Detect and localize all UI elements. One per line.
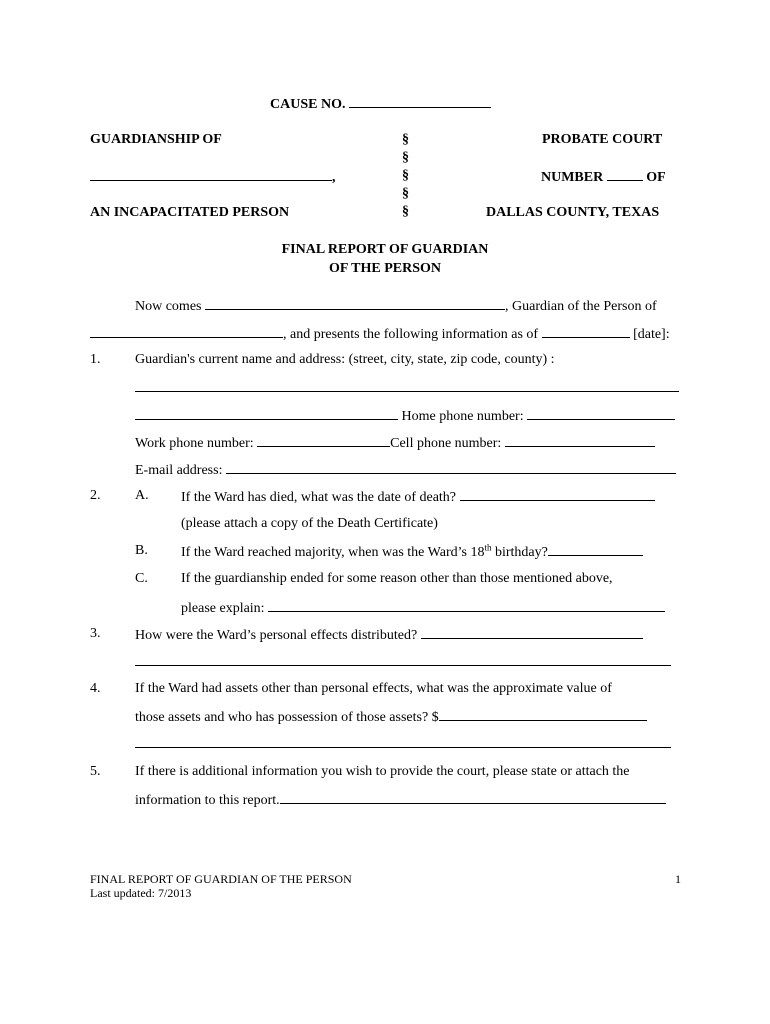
caption-ward-name: , [90,168,336,186]
item-4-text-1: If the Ward had assets other than personal effects, what was the approximate value of [135,681,612,696]
assets-line-2-field[interactable] [135,747,671,748]
item-2a-label: A. [135,488,149,503]
item-2c-explain: please explain: [181,599,665,617]
personal-effects-field[interactable] [421,626,643,639]
footer-title: FINAL REPORT OF GUARDIAN OF THE PERSON [90,872,352,886]
ward-name-intro-field[interactable] [90,325,283,338]
caption-guardianship-of: GUARDIANSHIP OF [90,132,222,147]
cell-phone-field[interactable] [505,434,655,447]
ward-name-field[interactable] [90,168,332,181]
document-title: FINAL REPORT OF GUARDIAN [281,242,489,257]
date-of-death-field[interactable] [460,488,655,501]
home-phone-row: Home phone number: [135,407,675,425]
report-date-field[interactable] [542,325,630,338]
item-2b-label: B. [135,543,148,558]
caption-probate-court: PROBATE COURT [542,132,663,147]
court-number-field[interactable] [607,168,643,181]
item-2-number: 2. [90,488,101,503]
caption-court-number: NUMBER OF [541,170,666,185]
assets-value-field[interactable] [439,708,647,721]
item-1-number: 1. [90,352,101,367]
intro-line-1: Now comes , Guardian of the Person of [135,299,657,314]
item-2a-text: If the Ward has died, what was the date of death? [181,488,655,506]
item-3-number: 3. [90,626,101,641]
cause-number [270,95,491,113]
intro-line-2: , and presents the following information as of [date]: [90,325,670,343]
email-field[interactable] [226,461,676,474]
home-phone-field[interactable] [527,407,675,420]
work-phone-field[interactable] [257,434,390,447]
section-symbol: § [402,168,409,183]
email-row: E-mail address: [135,461,676,479]
cause-no-field[interactable] [349,95,491,108]
address-line-2-field[interactable] [135,407,398,420]
item-5-text-1: If there is additional information you wish to provide the court, please state or attach the [135,764,630,779]
address-line-field[interactable] [135,391,679,392]
item-2a-note: (please attach a copy of the Death Certificate) [181,516,438,531]
page-number: 1 [675,872,681,886]
guardian-name-field[interactable] [205,297,505,310]
document-subtitle: OF THE PERSON [328,261,442,276]
caption-incapacitated-person: AN INCAPACITATED PERSON [90,205,290,220]
section-symbol: § [402,186,409,201]
item-2c-text: If the guardianship ended for some reason other than those mentioned above, [181,571,613,586]
personal-effects-line-2-field[interactable] [135,665,671,666]
item-2c-label: C. [135,571,148,586]
item-4-text-2: those assets and who has possession of those assets? $ [135,708,647,726]
item-4-number: 4. [90,681,101,696]
additional-info-field[interactable] [280,791,666,804]
footer-last-updated: Last updated: 7/2013 [90,886,192,900]
section-symbol: § [402,204,409,219]
item-5-number: 5. [90,764,101,779]
item-5-text-2: information to this report. [135,791,666,809]
item-3-text: How were the Ward’s personal effects distributed? [135,626,643,644]
caption-dallas-county: DALLAS COUNTY, TEXAS [486,205,660,220]
item-1-text: Guardian's current name and address: (street, city, state, zip code, county) : [135,352,555,367]
section-symbol: § [402,132,409,147]
explain-field[interactable] [268,599,665,612]
birthday-field[interactable] [548,543,643,556]
section-symbol: § [402,150,409,165]
work-cell-phone-row: Work phone number: Cell phone number: [135,434,655,452]
cause-no-label: CAUSE NO. [270,97,346,112]
item-2b-text: If the Ward reached majority, when was the Ward’s 18th birthday? [181,543,643,561]
